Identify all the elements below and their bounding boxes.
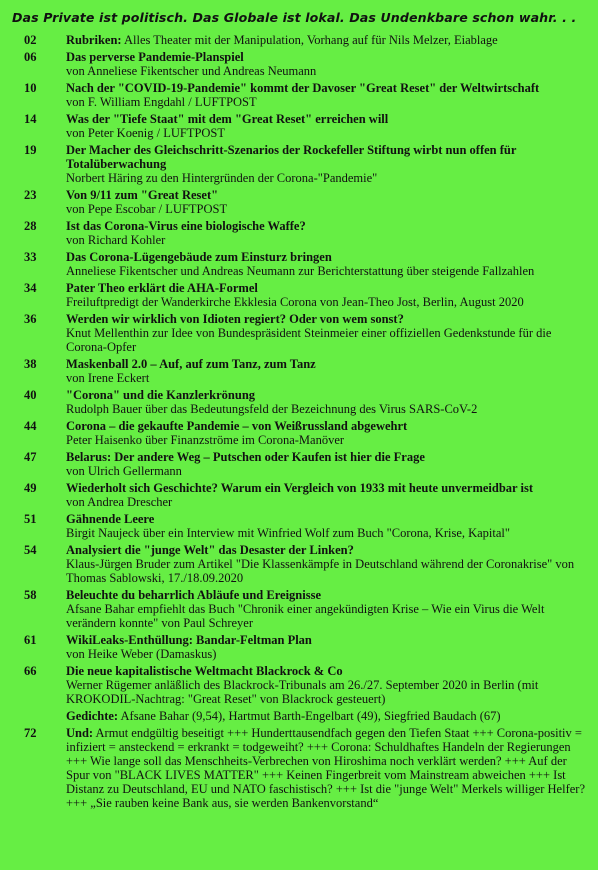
page-number: 33 [24,250,37,264]
article-byline: von Pepe Escobar / LUFTPOST [66,202,228,216]
article-byline: Klaus-Jürgen Bruder zum Artikel "Die Klassenkämpfe in Deutschland während der Coronakrise" von Thomas Sablowski, 17./18.09.2020 [66,557,575,585]
page-number: 14 [24,112,37,126]
article-byline: von Anneliese Fikentscher und Andreas Neumann [66,64,317,78]
entry-body [66,312,588,354]
toc-entry [24,312,588,354]
toc-entry [24,726,588,810]
toc-entry [24,588,588,630]
entry-body [66,543,588,585]
entry-body [66,357,588,385]
article-byline: von F. William Engdahl / LUFTPOST [66,95,257,109]
page-header: Das Private ist politisch. Das Globale ist lokal. Das Undenkbare schon wahr. . . [12,10,577,25]
page-number: 61 [24,633,37,647]
section-text: Alles Theater mit der Manipulation, Vorhang auf für Nils Melzer, Eiablage [121,33,498,47]
toc-entry [24,512,588,540]
section-label: Rubriken: [66,33,122,47]
table-of-contents [24,33,588,810]
article-title: Gähnende Leere [66,512,155,526]
toc-entry [24,481,588,509]
page-number: 54 [24,543,37,557]
page-number: 06 [24,50,37,64]
entry-body [66,143,588,185]
page-number: 44 [24,419,37,433]
toc-entry [24,143,588,185]
page-number: 47 [24,450,37,464]
article-byline: von Andrea Drescher [66,495,173,509]
article-title: Ist das Corona-Virus eine biologische Waffe? [66,219,306,233]
page-number: 51 [24,512,37,526]
page-number: 19 [24,143,37,157]
article-title: Die neue kapitalistische Weltmacht Blackrock & Co [66,664,343,678]
page-number: 28 [24,219,37,233]
entry-body [66,664,588,706]
article-title: Nach der "COVID-19-Pandemie" kommt der Davoser "Great Reset" der Weltwirtschaft [66,81,540,95]
page-number: 38 [24,357,37,371]
toc-entry [24,709,588,723]
toc-entry [24,50,588,78]
article-title: Was der "Tiefe Staat" mit dem "Great Reset" erreichen will [66,112,389,126]
article-byline: von Richard Kohler [66,233,166,247]
article-title: Das Corona-Lügengebäude zum Einsturz bringen [66,250,332,264]
article-byline: Werner Rügemer anläßlich des Blackrock-Tribunals am 26./27. September 2020 in Berlin (mit KROKODIL-Nachtrag: "Great Reset" von Blackrock gesteuert) [66,678,539,706]
entry-body [66,250,588,278]
page-number: 23 [24,188,37,202]
toc-entry [24,543,588,585]
article-byline: Anneliese Fikentscher und Andreas Neumann zur Berichterstattung über steigende Fallzahlen [66,264,535,278]
entry-body [66,188,588,216]
toc-entry [24,633,588,661]
toc-entry [24,388,588,416]
article-byline: Birgit Naujeck über ein Interview mit Winfried Wolf zum Buch "Corona, Krise, Kapital" [66,526,511,540]
entry-body [66,388,588,416]
article-title: Analysiert die "junge Welt" das Desaster der Linken? [66,543,354,557]
article-title: Corona – die gekaufte Pandemie – von Weißrussland abgewehrt [66,419,408,433]
article-byline: von Ulrich Gellermann [66,464,182,478]
page-number: 40 [24,388,37,402]
toc-entry [24,419,588,447]
entry-body [66,419,588,447]
article-title: Das perverse Pandemie-Planspiel [66,50,244,64]
entry-body [66,33,588,47]
section-label: Gedichte: [66,709,119,723]
toc-entry [24,250,588,278]
entry-body [66,512,588,540]
page-number: 36 [24,312,37,326]
entry-body [66,281,588,309]
toc-entry [24,281,588,309]
entry-body [66,81,588,109]
article-title: WikiLeaks-Enthüllung: Bandar-Feltman Plan [66,633,312,647]
section-text: Afsane Bahar (9,54), Hartmut Barth-Engelbart (49), Siegfried Baudach (67) [118,709,501,723]
article-title: Beleuchte du beharrlich Abläufe und Ereignisse [66,588,322,602]
toc-entry [24,112,588,140]
entry-body [66,709,588,723]
page-number: 34 [24,281,37,295]
article-title: Werden wir wirklich von Idioten regiert? Oder von wem sonst? [66,312,404,326]
entry-body [66,219,588,247]
article-byline: Freiluftpredigt der Wanderkirche Ekklesia Corona von Jean-Theo Jost, Berlin, August 2020 [66,295,524,309]
article-title: Der Macher des Gleichschritt-Szenarios der Rockefeller Stiftung wirbt nun offen für Totalüberwachung [66,143,517,171]
section-label: Und: [66,726,94,740]
section-text: Armut endgültig beseitigt +++ Hunderttausendfach gegen den Tiefen Staat +++ Corona-positiv = infiziert = ansteckend = erkrankt = todgeweiht? +++ Corona: Schuldhaftes Handeln der Regierungen +++ Wie lange soll das Menschheits-Verbrechen von Hiroshima noch verklärt werden? +++ Auf der Spur von "BLACK LIVES MATTER" +++ Keinen Fingerbreit vom Mainstream abweichen +++ Ist Distanz zu Deutschland, EU und NATO faschistisch? +++ Ist die "junge Welt" Merkels williger Helfer? +++ „Sie rauben keine Bank aus, sie werden Bankenvorstand“ [66,726,585,810]
entry-body [66,112,588,140]
article-title: Pater Theo erklärt die AHA-Formel [66,281,258,295]
entry-body [66,50,588,78]
page-number: 10 [24,81,37,95]
toc-entry [24,219,588,247]
toc-entry [24,81,588,109]
article-byline: Knut Mellenthin zur Idee von Bundespräsident Steinmeier einer offiziellen Gedenkstunde für die Corona-Opfer [66,326,552,354]
article-byline: Afsane Bahar empfiehlt das Buch "Chronik einer angekündigten Krise – Wie ein Virus die Welt verändern konnte" von Paul Schreyer [66,602,545,630]
article-byline: von Irene Eckert [66,371,150,385]
entry-body [66,726,588,810]
toc-entry [24,357,588,385]
page-number: 02 [24,33,37,47]
article-byline: von Heike Weber (Damaskus) [66,647,217,661]
article-title: Wiederholt sich Geschichte? Warum ein Vergleich von 1933 mit heute unvermeidbar ist [66,481,533,495]
page-number: 49 [24,481,37,495]
toc-entry [24,450,588,478]
article-title: Von 9/11 zum "Great Reset" [66,188,219,202]
article-byline: Peter Haisenko über Finanzströme im Corona-Manöver [66,433,345,447]
page-number: 72 [24,726,37,740]
article-title: "Corona" und die Kanzlerkrönung [66,388,256,402]
entry-body [66,481,588,509]
entry-body [66,588,588,630]
article-byline: Norbert Häring zu den Hintergründen der Corona-"Pandemie" [66,171,378,185]
page-number: 66 [24,664,37,678]
page-number: 58 [24,588,37,602]
toc-entry [24,188,588,216]
article-title: Maskenball 2.0 – Auf, auf zum Tanz, zum Tanz [66,357,316,371]
article-byline: von Peter Koenig / LUFTPOST [66,126,226,140]
article-title: Belarus: Der andere Weg – Putschen oder Kaufen ist hier die Frage [66,450,425,464]
entry-body [66,633,588,661]
article-byline: Rudolph Bauer über das Bedeutungsfeld der Bezeichnung des Virus SARS-CoV-2 [66,402,478,416]
toc-entry [24,664,588,706]
entry-body [66,450,588,478]
toc-entry [24,33,588,47]
